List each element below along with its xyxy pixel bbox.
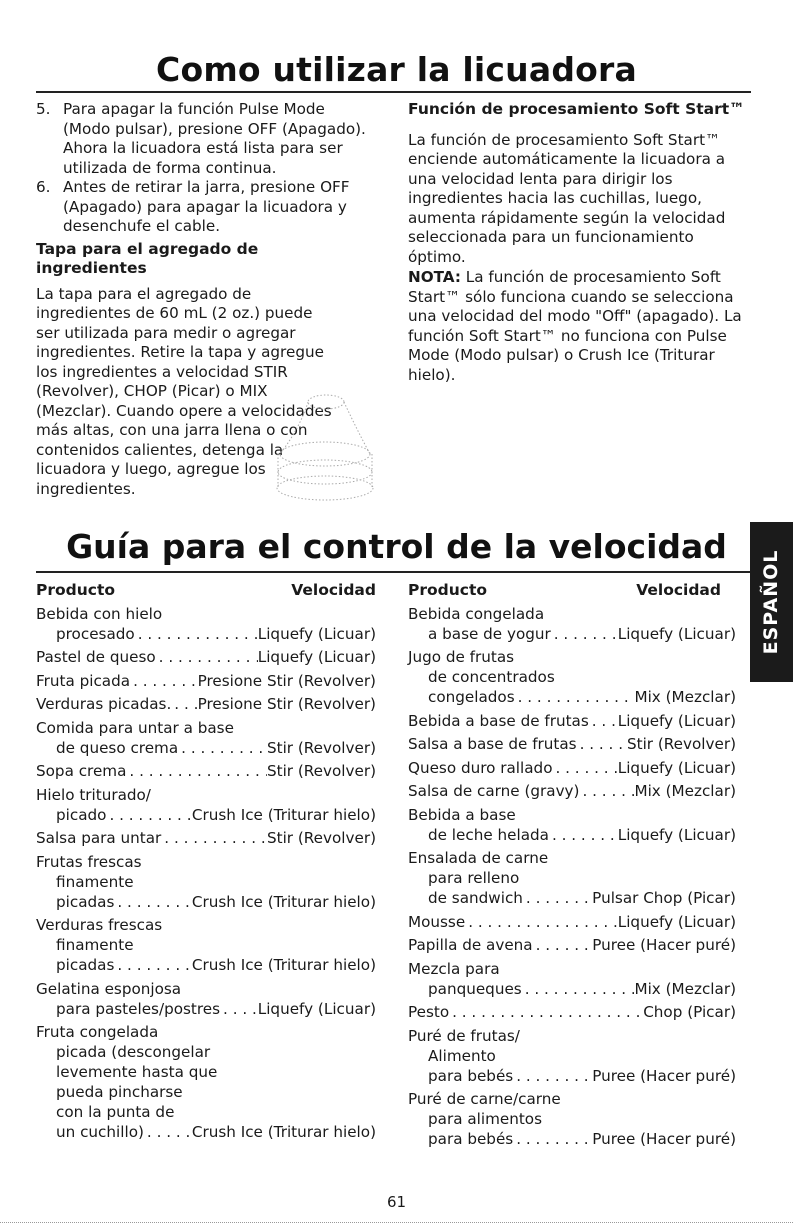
speed-value: Stir (Revolver) xyxy=(626,735,736,753)
leader-dots xyxy=(579,781,634,801)
speed-value: Puree (Hacer puré) xyxy=(592,936,736,954)
product-speed-line xyxy=(408,624,736,644)
nota-label: NOTA: xyxy=(408,268,461,286)
header-product: Producto xyxy=(408,581,488,599)
product-name: un cuchillo) xyxy=(56,1123,144,1141)
product-line: Bebida a base xyxy=(408,805,516,824)
product-line: picada (descongelar xyxy=(56,1043,211,1061)
leader-dots xyxy=(126,761,267,781)
table-row xyxy=(36,761,376,781)
product-name: Fruta picada xyxy=(36,671,131,690)
leader-dots xyxy=(114,892,192,912)
softstart-heading: Función de procesamiento Soft Start™ xyxy=(408,100,745,118)
leader-dots xyxy=(449,1002,643,1022)
speed-value: Stir (Revolver) xyxy=(266,738,376,757)
product-line: Verduras frescas xyxy=(36,916,163,934)
product-name: de sandwich xyxy=(428,889,523,907)
speed-value: Liquefy (Licuar) xyxy=(617,912,736,931)
table-row xyxy=(408,781,736,801)
leader-dots xyxy=(161,828,267,848)
speed-value: Mix (Mezclar) xyxy=(634,979,736,998)
speed-value: Pulsar Chop (Picar) xyxy=(592,889,736,907)
speed-table-right xyxy=(408,580,736,1149)
product-name: panqueques xyxy=(428,979,522,998)
product-speed-line xyxy=(36,805,376,825)
product-name: para bebés xyxy=(428,1066,514,1085)
product-speed-line xyxy=(36,828,376,848)
speed-value: Liquefy (Licuar) xyxy=(617,711,736,730)
product-name: Pastel de queso xyxy=(36,648,156,666)
table-row xyxy=(408,848,736,908)
table-row xyxy=(408,734,736,754)
product-speed-line xyxy=(408,734,736,754)
speed-value: Puree (Hacer puré) xyxy=(592,1130,736,1148)
product-name: Salsa para untar xyxy=(36,829,162,847)
nota-text: La función de procesamiento Soft Start™ sólo funciona cuando se selecciona una velocidad del modo "Off" (apagado). La función Soft Start™ no funciona con Pulse Mode (Modo pulsar) o Crush Ice (Triturar hielo). xyxy=(408,268,742,384)
step-text: Para apagar la función Pulse Mode (Modo pulsar), presione OFF (Apagado). Ahora la licuadora está lista para ser utilizada de forma continua. xyxy=(63,100,366,177)
speed-value: Stir (Revolver) xyxy=(266,762,376,780)
product-line: para alimentos xyxy=(428,1110,542,1128)
product-name: de leche helada xyxy=(428,825,549,844)
speed-value: Crush Ice (Triturar hielo) xyxy=(191,805,376,824)
speed-value: Presione Stir (Revolver) xyxy=(197,671,376,690)
product-line: levemente hasta que xyxy=(56,1063,218,1081)
table-row xyxy=(36,785,376,825)
product-speed-line xyxy=(408,912,736,932)
page-bottom-border xyxy=(0,1222,793,1224)
product-name: de queso crema xyxy=(56,738,179,757)
product-name: Salsa a base de frutas xyxy=(408,735,577,753)
language-tab-label: ESPAÑOL xyxy=(760,549,782,655)
product-name: Papilla de avena xyxy=(408,936,533,954)
softstart-text: La función de procesamiento Soft Start™ enciende automáticamente la licuadora a una velocidad lenta para dirigir los ingredientes hacia las cuchillas, luego, aumenta rápidamente según la velocidad seleccionada para un funcionamiento óptimo. xyxy=(408,130,726,266)
header-speed: Velocidad xyxy=(636,581,721,599)
product-line: Alimento xyxy=(428,1046,496,1065)
speed-value: Liquefy (Licuar) xyxy=(257,648,376,666)
right-rows xyxy=(408,604,736,1150)
leader-dots xyxy=(522,979,635,999)
product-name: Mousse xyxy=(408,912,466,931)
table-row xyxy=(408,711,736,731)
speed-value: Crush Ice (Triturar hielo) xyxy=(191,956,376,974)
speed-value: Liquefy (Licuar) xyxy=(257,624,376,643)
leader-dots xyxy=(513,1129,592,1149)
leader-dots xyxy=(533,935,593,955)
product-line: Comida para untar a base xyxy=(36,718,234,737)
product-name: procesado xyxy=(56,624,135,643)
table-header xyxy=(408,580,736,600)
product-speed-line xyxy=(408,1066,736,1086)
leader-dots xyxy=(144,1122,192,1142)
table-row xyxy=(408,604,736,644)
section-title: Guía para el control de la velocidad xyxy=(66,527,727,566)
leader-dots xyxy=(106,805,191,825)
product-line: Mezcla para xyxy=(408,959,500,978)
product-name: congelados xyxy=(428,688,515,706)
header-speed: Velocidad xyxy=(291,581,376,599)
product-line: Fruta congelada xyxy=(36,1023,159,1041)
product-line: Frutas frescas xyxy=(36,852,142,871)
leader-dots xyxy=(577,734,627,754)
section-rule xyxy=(36,571,751,573)
leader-dots xyxy=(513,1066,592,1086)
product-line: de concentrados xyxy=(428,668,555,686)
product-line: Gelatina esponjosa xyxy=(36,979,182,998)
step-item xyxy=(36,100,371,178)
table-row xyxy=(36,828,376,848)
product-speed-line xyxy=(408,888,736,908)
product-name: Verduras picadas. xyxy=(36,695,172,713)
product-line: Hielo triturado/ xyxy=(36,785,151,804)
leader-dots xyxy=(515,687,635,707)
product-line: Puré de carne/carne xyxy=(408,1090,561,1108)
step-item xyxy=(36,178,371,237)
table-row xyxy=(408,912,736,932)
product-name: Salsa de carne (gravy) xyxy=(408,782,580,800)
leader-dots xyxy=(171,694,197,714)
product-speed-line xyxy=(408,711,736,731)
product-speed-line xyxy=(36,999,376,1019)
product-line: finamente xyxy=(56,936,134,954)
right-intro-column xyxy=(408,100,753,385)
product-line: Puré de frutas/ xyxy=(408,1026,520,1045)
table-row xyxy=(36,718,376,758)
product-speed-line xyxy=(408,781,736,801)
product-speed-line xyxy=(36,955,376,975)
steps-list xyxy=(36,100,371,237)
speed-value: Mix (Mezclar) xyxy=(634,782,736,800)
leader-dots xyxy=(589,711,618,731)
product-name: picadas xyxy=(56,956,115,974)
speed-value: Liquefy (Licuar) xyxy=(617,825,736,844)
product-speed-line xyxy=(36,1122,376,1142)
table-row xyxy=(36,852,376,912)
product-line: Bebida con hielo xyxy=(36,604,163,623)
product-speed-line xyxy=(408,1002,736,1022)
product-line: para relleno xyxy=(428,869,520,887)
speed-value: Mix (Mezclar) xyxy=(634,688,736,706)
table-row xyxy=(408,647,736,707)
product-line: Jugo de frutas xyxy=(408,648,515,666)
product-speed-line xyxy=(36,671,376,691)
product-speed-line xyxy=(36,647,376,667)
leader-dots xyxy=(465,912,618,932)
leader-dots xyxy=(130,671,198,691)
speed-value: Puree (Hacer puré) xyxy=(592,1066,736,1085)
leader-dots xyxy=(135,624,258,644)
product-line: pueda pincharse xyxy=(56,1083,183,1101)
table-row xyxy=(36,915,376,975)
leader-dots xyxy=(551,624,618,644)
page-title: Como utilizar la licuadora xyxy=(156,50,637,89)
table-row xyxy=(36,694,376,714)
product-speed-line xyxy=(36,761,376,781)
speed-value: Stir (Revolver) xyxy=(266,829,376,847)
leader-dots xyxy=(156,647,258,667)
leader-dots xyxy=(114,955,192,975)
product-speed-line xyxy=(408,758,736,778)
ingredient-cap-illustration xyxy=(270,388,380,506)
step-number: 6. xyxy=(36,178,51,196)
product-speed-line xyxy=(408,825,736,845)
product-line: Ensalada de carne xyxy=(408,849,549,867)
leader-dots xyxy=(549,825,618,845)
product-line: finamente xyxy=(56,872,134,891)
header-product: Producto xyxy=(36,581,116,599)
table-row xyxy=(36,671,376,691)
table-row xyxy=(36,604,376,644)
table-row xyxy=(408,758,736,778)
product-speed-line xyxy=(408,687,736,707)
lid-text: La tapa para el agregado de ingredientes de 60 mL (2 oz.) puede ser utilizada para medir o agregar ingredientes. Retire la tapa y agregue los ingredientes a velocidad STIR (Revolver), CHOP (Picar) o MIX (Mezclar). Cuando opere a velocidades más altas, con una jarra llena o con contenidos calientes, detenga la licuadora y luego, agregue los ingredientes. xyxy=(36,284,332,498)
table-row xyxy=(36,647,376,667)
leader-dots xyxy=(220,999,258,1019)
table-row xyxy=(36,1022,376,1142)
nota-paragraph xyxy=(408,268,753,385)
product-speed-line xyxy=(36,624,376,644)
leader-dots xyxy=(523,888,592,908)
product-speed-line xyxy=(36,694,376,714)
speed-table-left xyxy=(36,580,376,1142)
product-name: Bebida a base de frutas xyxy=(408,711,589,730)
lid-heading: Tapa para el agregado de ingredientes xyxy=(36,239,259,277)
table-row xyxy=(408,1026,736,1086)
speed-value: Liquefy (Licuar) xyxy=(617,758,736,777)
table-header xyxy=(36,580,376,600)
product-name: Sopa crema xyxy=(36,762,127,780)
product-name: Pesto xyxy=(408,1003,450,1021)
product-speed-line xyxy=(36,892,376,912)
speed-value: Crush Ice (Triturar hielo) xyxy=(191,1123,376,1141)
step-text: Antes de retirar la jarra, presione OFF (Apagado) para apagar la licuadora y desenchufe el cable. xyxy=(63,178,350,235)
speed-value: Crush Ice (Triturar hielo) xyxy=(191,892,376,911)
product-speed-line xyxy=(408,935,736,955)
table-row xyxy=(408,935,736,955)
product-name: a base de yogur xyxy=(428,624,551,643)
product-speed-line xyxy=(36,738,376,758)
speed-value: Presione Stir (Revolver) xyxy=(197,695,376,713)
table-row xyxy=(408,1089,736,1149)
language-tab xyxy=(750,522,793,682)
product-name: para bebés xyxy=(428,1130,514,1148)
product-name: Queso duro rallado xyxy=(408,758,553,777)
table-row xyxy=(36,979,376,1019)
product-name: picado xyxy=(56,805,107,824)
leader-dots xyxy=(178,738,267,758)
left-rows xyxy=(36,604,376,1143)
speed-value: Chop (Picar) xyxy=(643,1003,736,1021)
speed-value: Liquefy (Licuar) xyxy=(617,624,736,643)
product-line: con la punta de xyxy=(56,1103,175,1121)
step-number: 5. xyxy=(36,100,51,118)
leader-dots xyxy=(552,758,617,778)
product-name: picadas xyxy=(56,892,115,911)
title-rule xyxy=(36,91,751,93)
product-speed-line xyxy=(408,979,736,999)
table-row xyxy=(408,959,736,999)
page-number: 61 xyxy=(386,1193,407,1211)
table-row xyxy=(408,805,736,845)
product-name: para pasteles/postres xyxy=(56,999,221,1018)
product-line: Bebida congelada xyxy=(408,604,545,623)
product-speed-line xyxy=(408,1129,736,1149)
speed-value: Liquefy (Licuar) xyxy=(257,999,376,1018)
table-row xyxy=(408,1002,736,1022)
